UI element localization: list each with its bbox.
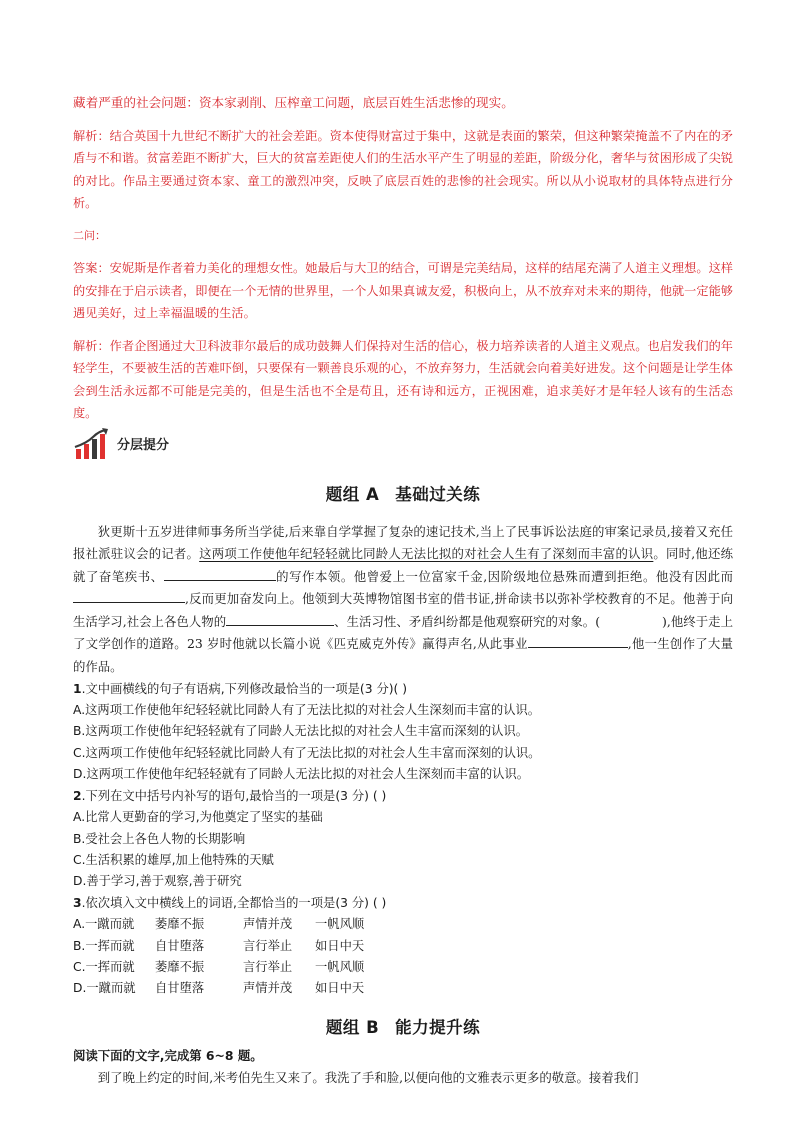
question-2-number: 2 bbox=[73, 788, 82, 803]
blank-1 bbox=[164, 567, 276, 581]
section-tag bbox=[73, 427, 733, 461]
q1-option-c: C.这两项工作使他年纪轻轻就比同龄人有了无法比拟的对社会人生丰富而深刻的认识。 bbox=[73, 745, 541, 760]
q2-option-c: C.生活积累的雄厚,加上他特殊的天赋 bbox=[73, 852, 274, 867]
q3-a-word-2: 萎靡不振 bbox=[155, 917, 205, 932]
analysis-1: 解析：结合英国十九世纪不断扩大的社会差距。资本使得财富过于集中，这就是表面的繁荣，但这种繁荣掩盖不了内在的矛盾与不和谐。贫富差距不断扩大，巨大的贫富差距使人们的生活水平产生了明显的差距，阶级分化，奢华与贫困形成了尖锐的对比。作品主要通过资本家、童工的激烈冲突，反映了底层百姓的悲惨的社会现实。所以从小说取材的具体特点进行分析。 bbox=[73, 128, 733, 210]
group-b-title bbox=[73, 1014, 733, 1038]
second-question-label: 二问： bbox=[73, 228, 106, 242]
group-b-title-code: 题组 B bbox=[325, 1017, 380, 1037]
answer-2: 答案：安妮斯是作者着力美化的理想女性。她最后与大卫的结合，可谓是完美结局，这样的结尾充满了人道主义理想。这样的安排在于启示读者，即便在一个无情的世界里，一个人如果真诚友爱，积极向上，从不放弃对未来的期待，他就一定能够遇见美好，过上幸福温暖的生活。 bbox=[73, 261, 733, 320]
question-1-text: .文中画横线的句子有语病,下列修改最恰当的一项是(3 分)( ) bbox=[81, 681, 408, 696]
passage-a-text-6: ),他终于走上了文学创作的道路。23 岁时他就以长篇小说《匹克威克外传》赢得声名,从此事业 bbox=[73, 613, 733, 652]
q1-option-a: A.这两项工作使他年纪轻轻就比同龄人有了无法比拟的对社会人生深刻而丰富的认识。 bbox=[73, 703, 541, 718]
q2-option-d: D.善于学习,善于观察,善于研究 bbox=[73, 874, 242, 889]
q3-d-word-3: 声情并茂 bbox=[243, 981, 293, 996]
passage-a-text-3: 的写作本领。他曾爱上一位富家千金,因阶级地位悬殊而遭到拒绝。他没有因此而 bbox=[275, 568, 733, 584]
q3-b-word-2: 自甘堕落 bbox=[155, 938, 205, 953]
trend-chart-icon bbox=[73, 427, 111, 461]
q3-d-word-1: D.一蹴而就 bbox=[73, 981, 136, 996]
group-a-title bbox=[73, 481, 733, 505]
q3-c-word-4: 一帆风顺 bbox=[315, 959, 365, 974]
question-1 bbox=[73, 679, 733, 700]
q3-c-word-2: 萎靡不振 bbox=[155, 959, 205, 974]
q3-c-word-3: 言行举止 bbox=[243, 959, 293, 974]
q1-option-d: D.这两项工作使他年纪轻轻就有了同龄人无法比拟的对社会人生深刻而丰富的认识。 bbox=[73, 767, 530, 782]
q3-d-word-2: 自甘堕落 bbox=[155, 981, 205, 996]
q3-d-word-4: 如日中天 bbox=[315, 981, 365, 996]
q3-option-c bbox=[73, 957, 733, 978]
question-1-number: 1 bbox=[73, 681, 82, 696]
question-2 bbox=[73, 786, 733, 807]
passage-a bbox=[73, 521, 733, 679]
q3-a-word-3: 声情并茂 bbox=[243, 917, 293, 932]
blank-2 bbox=[73, 589, 185, 603]
group-b-title-text: 能力提升练 bbox=[395, 1017, 481, 1037]
q3-option-d bbox=[73, 978, 733, 999]
q1-option-b: B.这两项工作使他年纪轻轻就有了同龄人无法比拟的对社会人生丰富而深刻的认识。 bbox=[73, 724, 529, 739]
underlined-sentence: 这两项工作使他年纪轻轻就比同龄人无法比拟的对社会人生有了深刻而丰富的认识 bbox=[199, 546, 654, 562]
section-tag-label: 分层提分 bbox=[117, 438, 170, 453]
q3-option-a bbox=[73, 914, 733, 935]
passage-a-text-4: ,反而更加奋发向上。他领到大英博物馆图书室的借书证,拼命读书以弥补学校教育的不足。他善于向生活学习,社会上各色人物的 bbox=[73, 591, 733, 629]
q3-a-word-4: 一帆风顺 bbox=[315, 917, 365, 932]
question-3 bbox=[73, 893, 733, 914]
q2-option-b: B.受社会上各色人物的长期影响 bbox=[73, 831, 246, 846]
answer-line: 藏着严重的社会问题：资本家剥削、压榨童工问题，底层百姓生活悲惨的现实。 bbox=[73, 95, 514, 110]
q3-a-word-1: A.一蹴而就 bbox=[73, 917, 135, 932]
q3-b-word-4: 如日中天 bbox=[315, 938, 365, 953]
answer-block bbox=[73, 92, 733, 425]
passage-a-text-1: 狄更斯十五岁进律师事务所当学徒,后来靠自学掌握了复杂的速记技术,当上了民事诉讼法庭的审案记录员,接着又充任报社派驻议会的记者。 bbox=[73, 523, 733, 562]
group-a-title-code: 题组 A bbox=[325, 484, 380, 504]
group-a-title-text: 基础过关练 bbox=[395, 484, 481, 504]
passage-a-text-7: ,他一生创作了大量的作品。 bbox=[73, 636, 733, 675]
group-b-intro: 阅读下面的文字,完成第 6~8 题。 bbox=[73, 1047, 263, 1063]
passage-a-text-2: 。同时,他还练就了奋笔疾书、 bbox=[73, 546, 733, 584]
question-2-text: .下列在文中括号内补写的语句,最恰当的一项是(3 分) ( ) bbox=[81, 788, 387, 803]
page bbox=[73, 92, 733, 1089]
q3-c-word-1: C.一挥而就 bbox=[73, 959, 135, 974]
passage-b: 到了晚上约定的时间,米考伯先生又来了。我洗了手和脸,以便向他的文雅表示更多的敬意。接着我们 bbox=[97, 1069, 639, 1085]
q3-b-word-3: 言行举止 bbox=[243, 938, 293, 953]
q2-option-a: A.比常人更勤奋的学习,为他奠定了坚实的基础 bbox=[73, 810, 323, 825]
q3-b-word-1: B.一挥而就 bbox=[73, 938, 135, 953]
q3-option-b bbox=[73, 936, 733, 957]
question-3-text: .依次填入文中横线上的词语,全都恰当的一项是(3 分) ( ) bbox=[81, 895, 387, 910]
passage-a-text-5: 、生活习性、矛盾纠纷都是他观察研究的对象。( bbox=[334, 613, 601, 629]
blank-4 bbox=[528, 634, 628, 648]
question-3-number: 3 bbox=[73, 895, 82, 910]
blank-3 bbox=[226, 612, 334, 626]
analysis-2: 解析：作者企图通过大卫科波菲尔最后的成功鼓舞人们保持对生活的信心，极力培养读者的人道主义观点。也启发我们的年轻学生，不要被生活的苦难吓倒，只要保有一颗善良乐观的心，不放弃努力，生活就会向着美好进发。这个问题是让学生体会到生活永远都不可能是完美的，但是生活也不全是苟且，还有诗和远方，正视困难，追求美好才是年轻人该有的生活态度。 bbox=[73, 338, 733, 420]
